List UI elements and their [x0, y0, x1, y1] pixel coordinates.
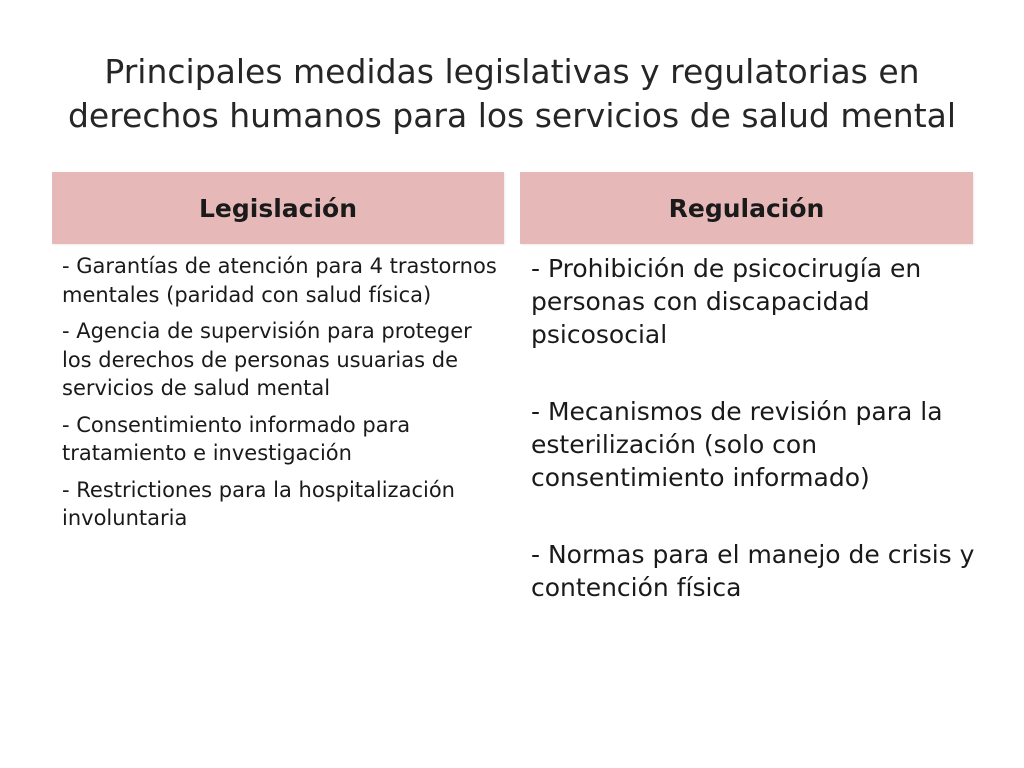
legislation-column-header: Legislación	[52, 172, 504, 244]
legislation-item: - Garantías de atención para 4 trastornos mentales (paridad con salud física)	[62, 254, 497, 307]
regulation-item: - Prohibición de psicocirugía en personas con discapacidad psicosocial	[531, 254, 922, 349]
regulation-column-header: Regulación	[520, 172, 973, 244]
legislation-item: - Restrictiones para la hospitalización involuntaria	[62, 477, 455, 530]
regulation-list	[531, 252, 981, 648]
legislation-item: - Agencia de supervisión para proteger los derechos de personas usuarias de servicios de salud mental	[62, 319, 472, 400]
regulation-item: - Normas para el manejo de crisis y contención física	[531, 540, 975, 602]
slide-title-line-1: Principales medidas legislativas y regulatorias en	[104, 52, 920, 91]
slide-title-line-2: derechos humanos para los servicios de salud mental	[67, 96, 957, 135]
regulation-item: - Mecanismos de revisión para la esterilización (solo con consentimiento informado)	[531, 397, 943, 492]
slide-title	[40, 50, 984, 138]
legislation-item: - Consentimiento informado para tratamiento e investigación	[62, 412, 411, 465]
legislation-list	[62, 252, 502, 541]
